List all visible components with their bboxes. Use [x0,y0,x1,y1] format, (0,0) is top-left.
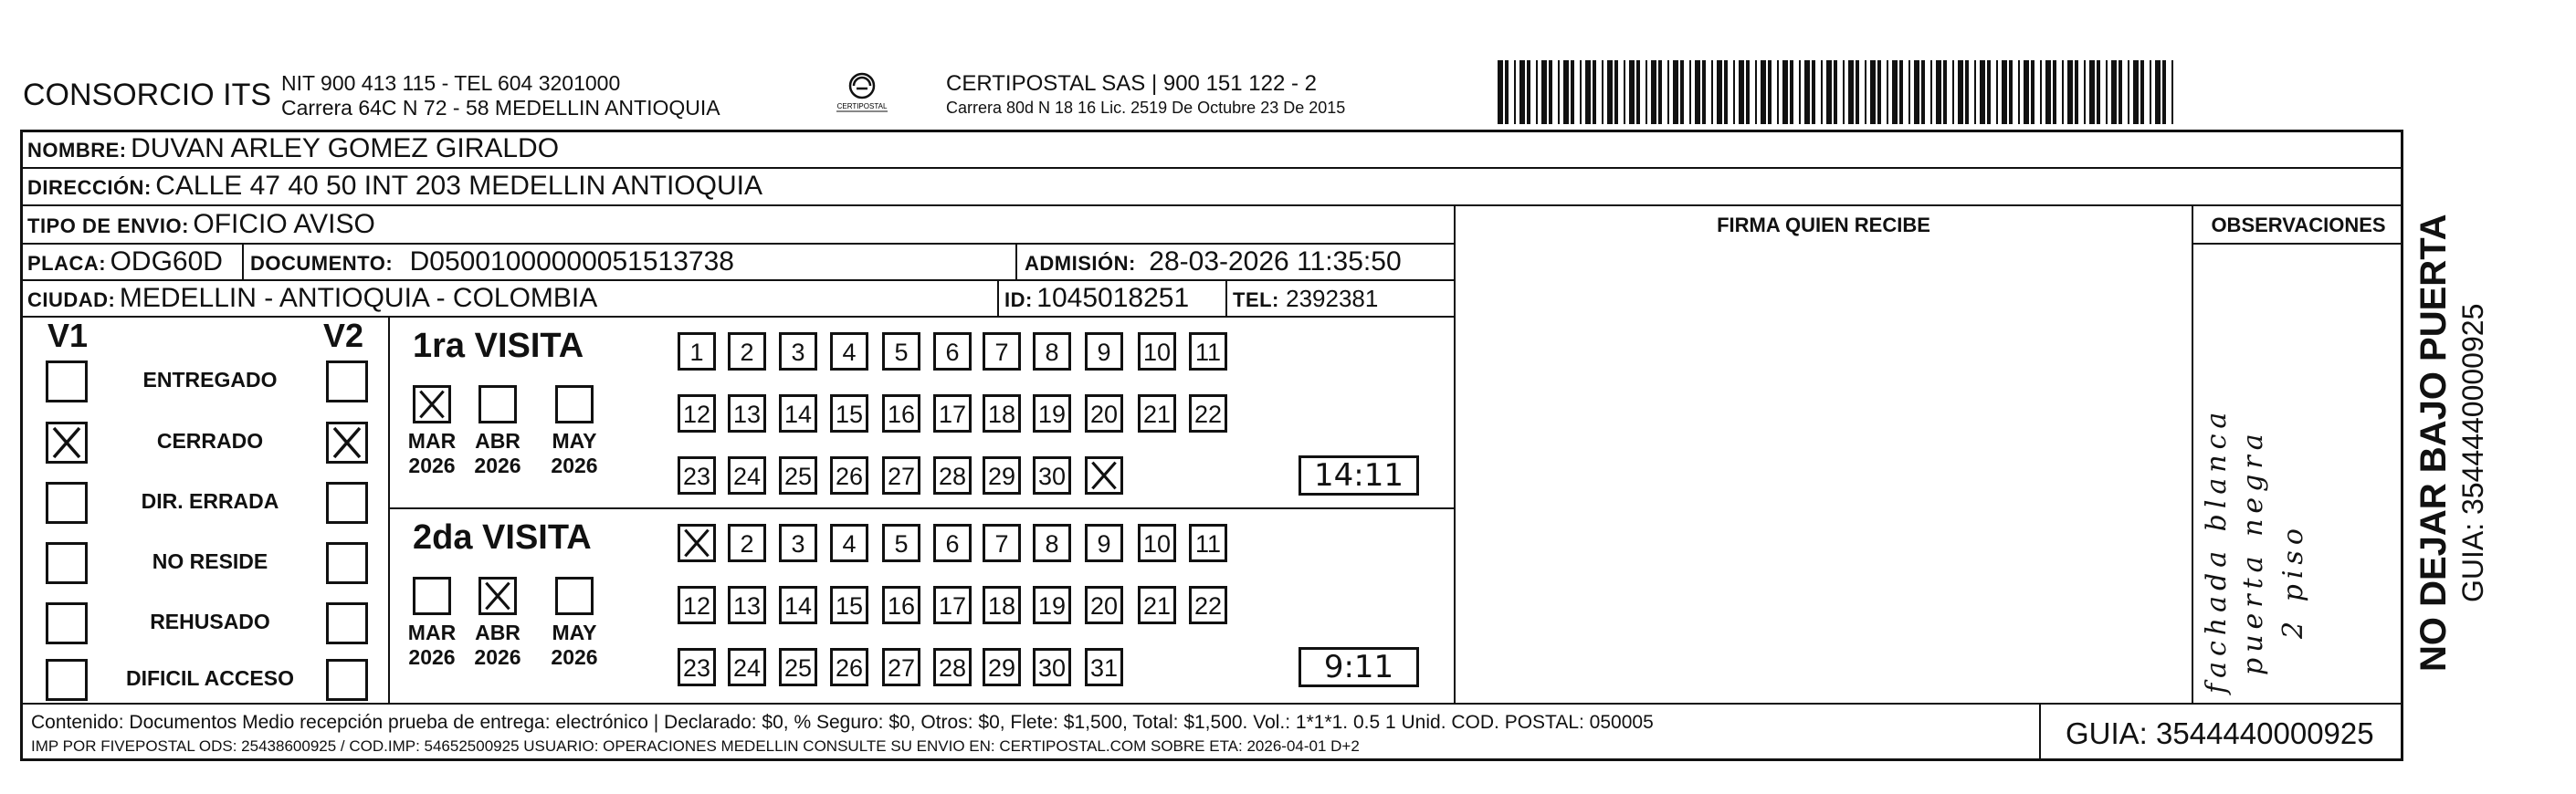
day-box-7[interactable]: 7 [983,524,1021,562]
tipo-envio-label: TIPO DE ENVIO: [27,214,189,237]
month-year: 2026 [408,454,456,477]
day-box-10[interactable]: 10 [1138,524,1176,562]
documento-label: DOCUMENTO: [250,252,394,275]
barcode-bar [1607,60,1613,124]
month-checkbox[interactable] [555,577,594,615]
barcode-bar [1739,60,1744,124]
day-box-2[interactable]: 2 [728,332,766,371]
barcode-bar [2002,60,2007,124]
barcode-bar [1870,60,1876,124]
direccion-value: CALLE 47 40 50 INT 203 MEDELLIN ANTIOQUIA [155,171,762,201]
barcode-bar [1667,60,1669,124]
barcode-bar [1768,60,1772,124]
admision-field [1025,246,1402,277]
barcode-bar [2171,60,2173,124]
barcode-bar [2024,60,2029,124]
day-box-6[interactable]: 6 [933,524,972,562]
barcode-bar [2119,60,2122,124]
day-box-9[interactable]: 9 [1085,332,1123,371]
day-box-16[interactable]: 16 [882,394,920,433]
admision-value: 28-03-2026 11:35:50 [1149,246,1402,277]
certipostal-logo [824,71,900,115]
tel-label: TEL: [1233,288,1279,311]
barcode-bar [2106,60,2108,124]
day-box-8[interactable]: 8 [1033,332,1071,371]
barcode-bar [1629,60,1635,124]
day-box-1[interactable]: 1 [678,332,716,371]
visit1-title: 1ra VISITA [413,327,584,365]
day-box-19[interactable]: 19 [1033,586,1071,624]
barcode-bar [1799,60,1801,124]
barcode-bar [1921,60,1925,124]
company-name: CONSORCIO ITS [23,78,272,112]
month-label [402,429,462,478]
day-box-25[interactable]: 25 [779,456,817,495]
nombre-value: DUVAN ARLEY GOMEZ GIRALDO [131,133,560,163]
barcode-bar [1658,60,1662,124]
row-divider [20,243,1454,245]
direccion-label: DIRECCIÓN: [27,176,152,199]
barcode-bar [2140,60,2144,124]
day-box-6[interactable]: 6 [933,332,972,371]
barcode-bar [1711,60,1713,124]
day-box-26[interactable]: 26 [830,648,868,686]
v1-checkbox[interactable] [46,659,88,701]
barcode-bar [1908,60,1910,124]
documento-field [250,246,734,277]
row-divider [2192,243,2403,245]
barcode-bar [1593,60,1596,124]
day-box-4[interactable]: 4 [830,524,868,562]
day-box-27[interactable]: 27 [882,456,920,495]
barcode-bar [2084,60,2086,124]
month-checkbox[interactable] [478,577,517,615]
barcode-bar [2162,60,2166,124]
month-year: 2026 [551,645,598,669]
month-checkbox[interactable] [555,385,594,423]
placa-field [27,246,223,277]
status-reason-label: ENTREGADO [142,368,278,392]
barcode-bar [2133,60,2139,124]
day-box-18[interactable]: 18 [983,394,1021,433]
day-box-3[interactable]: 3 [779,524,817,562]
day-box-30[interactable]: 30 [1033,648,1071,686]
month-label [544,429,605,478]
month-label [544,621,605,670]
day-box-21[interactable]: 21 [1138,586,1176,624]
barcode-bar [1673,60,1678,124]
barcode-bar [1958,60,1963,124]
barcode-bar [1717,60,1722,124]
day-box-25[interactable]: 25 [779,648,817,686]
barcode-bar [1541,60,1547,124]
nombre-row [27,133,559,164]
month-name: ABR [475,429,520,453]
barcode-bar [1746,60,1750,124]
v2-checkbox[interactable] [326,422,368,464]
documento-value: D05001000000051513738 [409,246,734,277]
barcode-bar [2111,60,2117,124]
barcode-bar [2040,60,2042,124]
day-box-17[interactable]: 17 [933,586,972,624]
barcode-bar [1790,60,1793,124]
barcode-bar [1549,60,1552,124]
day-box-24[interactable]: 24 [728,456,766,495]
status-reason-label: DIFICIL ACCESO [125,666,294,690]
barcode-bar [1826,60,1832,124]
day-box-18[interactable]: 18 [983,586,1021,624]
day-box-23[interactable]: 23 [678,456,716,495]
col-divider [1015,243,1017,279]
footer-divider [20,703,2403,705]
barcode-bar [1943,60,1947,124]
day-box-31[interactable] [1085,456,1123,495]
barcode-bar [1843,60,1845,124]
barcode-bar [1892,60,1898,124]
row-divider [20,204,2403,206]
barcode-bar [1936,60,1941,124]
barcode-bar [1821,60,1823,124]
barcode-bar [2155,60,2161,124]
month-label [468,621,528,670]
day-box-27[interactable]: 27 [882,648,920,686]
id-value: 1045018251 [1036,283,1190,313]
barcode-bar [1563,60,1569,124]
barcode [1498,60,2179,129]
no-dejar-notice: NO DEJAR BAJO PUERTA [2413,214,2454,672]
day-box-17[interactable]: 17 [933,394,972,433]
status-reason-label: DIR. ERRADA [141,489,279,513]
day-box-22[interactable]: 22 [1189,394,1227,433]
barcode-bar [1527,60,1530,124]
month-checkbox[interactable] [413,577,451,615]
day-box-21[interactable]: 21 [1138,394,1176,433]
signature-area[interactable] [1457,245,2190,701]
day-box-13[interactable]: 13 [728,586,766,624]
guia-number: GUIA: 3544440000925 [2066,716,2374,750]
col-divider [1225,279,1227,316]
day-box-20[interactable]: 20 [1085,586,1123,624]
certipostal-address: Carrera 80d N 18 16 Lic. 2519 De Octubre 23 De 2015 [946,99,1346,117]
barcode-bar [1834,60,1837,124]
day-box-14[interactable]: 14 [779,586,817,624]
month-checkbox[interactable] [478,385,517,423]
v2-checkbox[interactable] [326,482,368,524]
barcode-bar [2097,60,2100,124]
barcode-bar [2128,60,2129,124]
day-box-12[interactable]: 12 [678,586,716,624]
barcode-bar [1624,60,1625,124]
company-contact [281,71,720,120]
month-name: MAY [552,621,597,644]
barcode-bar [1498,60,1503,124]
month-label [468,429,528,478]
day-box-29[interactable]: 29 [983,456,1021,495]
side-guia: GUIA: 3544440000925 [2456,303,2489,602]
logo-text: CERTIPOSTAL [836,102,888,110]
barcode-bar [2089,60,2095,124]
tel-field [1233,285,1378,313]
barcode-bar [1777,60,1779,124]
barcode-bar [1952,60,1954,124]
day-box-24[interactable]: 24 [728,648,766,686]
barcode-bar [1733,60,1735,124]
v1-checkbox[interactable] [46,602,88,644]
col-divider [2192,204,2193,703]
barcode-bar [1848,60,1854,124]
barcode-bar [2045,60,2051,124]
barcode-bar [1899,60,1903,124]
barcode-bar [2067,60,2073,124]
v1-checkbox[interactable] [46,360,88,402]
barcode-bar [1980,60,1985,124]
month-year: 2026 [474,454,521,477]
day-box-2[interactable]: 2 [728,524,766,562]
v2-checkbox[interactable] [326,659,368,701]
barcode-bar [1930,60,1932,124]
id-label: ID: [1004,288,1033,311]
ciudad-field [27,283,597,314]
month-name: MAR [407,621,457,644]
day-box-12[interactable]: 12 [678,394,716,433]
barcode-bar [1887,60,1888,124]
barcode-bar [2009,60,2013,124]
col-divider [242,243,244,279]
tipo-envio-row [27,209,375,240]
row-divider [20,279,1454,281]
day-box-5[interactable]: 5 [882,332,920,371]
barcode-bar [1689,60,1691,124]
row-divider [20,316,1454,318]
footer-print-info: IMP POR FIVEPOSTAL ODS: 25438600925 / COD.IMP: 54652500925 USUARIO: OPERACIONES MEDELLIN CONSULTE SU ENVIO EN: CERTIPOSTAL.COM SOBRE ETA: 2026-04-01 D+2 [31,737,1360,755]
day-box-15[interactable]: 15 [830,586,868,624]
v2-checkbox[interactable] [326,602,368,644]
day-box-3[interactable]: 3 [779,332,817,371]
placa-label: PLACA: [27,252,107,275]
barcode-bar [1558,60,1560,124]
day-box-19[interactable]: 19 [1033,394,1071,433]
col-divider [388,316,390,703]
day-box-20[interactable]: 20 [1085,394,1123,433]
barcode-bar [2018,60,2020,124]
day-box-23[interactable]: 23 [678,648,716,686]
barcode-bar [1519,60,1525,124]
day-box-11[interactable]: 11 [1189,524,1227,562]
barcode-bar [2031,60,2035,124]
v2-checkbox[interactable] [326,542,368,584]
visit-time: 14:11 [1299,455,1419,496]
day-box-29[interactable]: 29 [983,648,1021,686]
day-box-8[interactable]: 8 [1033,524,1071,562]
certipostal-info [946,71,1345,120]
v2-header: V2 [323,317,364,354]
observaciones-header: OBSERVACIONES [2211,214,2386,236]
barcode-bar [1645,60,1647,124]
status-reason-label: NO RESIDE [152,549,268,573]
day-box-1[interactable] [678,524,716,562]
barcode-bar [1782,60,1788,124]
barcode-bar [1580,60,1582,124]
barcode-bar [1996,60,1998,124]
barcode-bar [1636,60,1640,124]
observation-line-3: 2 piso [2277,523,2309,639]
barcode-bar [1602,60,1603,124]
row-divider [20,167,2403,169]
col-divider [997,279,999,316]
col-divider [2039,703,2041,761]
direccion-row [27,171,762,202]
v2-checkbox[interactable] [326,360,368,402]
admision-label: ADMISIÓN: [1025,252,1136,275]
month-checkbox[interactable] [413,385,451,423]
barcode-bar [1702,60,1706,124]
day-box-10[interactable]: 10 [1138,332,1176,371]
barcode-bar [1812,60,1815,124]
barcode-bar [1965,60,1969,124]
v1-checkbox[interactable] [46,482,88,524]
month-name: ABR [475,621,520,644]
visit-divider [388,507,1454,509]
day-box-26[interactable]: 26 [830,456,868,495]
id-field [1004,283,1189,314]
tipo-envio-value: OFICIO AVISO [193,209,375,239]
barcode-bar [1804,60,1810,124]
visit2-title: 2da VISITA [413,518,592,557]
v1-checkbox[interactable] [46,422,88,464]
month-name: MAY [552,429,597,453]
firma-header: FIRMA QUIEN RECIBE [1717,214,1930,236]
barcode-bar [1856,60,1859,124]
barcode-bar [1614,60,1618,124]
day-box-15[interactable]: 15 [830,394,868,433]
day-box-13[interactable]: 13 [728,394,766,433]
day-box-11[interactable]: 11 [1189,332,1227,371]
day-box-28[interactable]: 28 [933,456,972,495]
status-reason-label: CERRADO [156,429,264,453]
status-reason-label: REHUSADO [150,610,270,633]
day-box-22[interactable]: 22 [1189,586,1227,624]
barcode-bar [1914,60,1919,124]
barcode-bar [1585,60,1591,124]
barcode-bar [1571,60,1574,124]
day-box-4[interactable]: 4 [830,332,868,371]
barcode-bar [1755,60,1757,124]
ciudad-value: MEDELLIN - ANTIOQUIA - COLOMBIA [119,283,598,313]
day-box-31[interactable]: 31 [1085,648,1123,686]
barcode-bar [1987,60,1991,124]
ciudad-label: CIUDAD: [27,288,116,311]
visit-time: 9:11 [1299,647,1419,687]
month-label [402,621,462,670]
month-year: 2026 [474,645,521,669]
footer-content: Contenido: Documentos Medio recepción prueba de entrega: electrónico | Declarado: $0, % Seguro: $0, Otros: $0, Flete: $1,500, Total: $1,500. Vol.: 1*1*1. 0.5 1 Unid. COD. POSTAL: 050005 [31,712,1654,733]
day-box-9[interactable]: 9 [1085,524,1123,562]
barcode-bar [1865,60,1866,124]
barcode-bar [2075,60,2078,124]
nombre-label: NOMBRE: [27,139,127,162]
barcode-bar [1536,60,1538,124]
barcode-bar [1680,60,1684,124]
barcode-bar [1514,60,1516,124]
barcode-bar [2150,60,2151,124]
col-divider [1454,204,1456,703]
day-box-14[interactable]: 14 [779,394,817,433]
barcode-bar [1974,60,1976,124]
day-box-30[interactable]: 30 [1033,456,1071,495]
v1-header: V1 [47,317,89,354]
barcode-bar [1724,60,1728,124]
month-year: 2026 [408,645,456,669]
day-box-16[interactable]: 16 [882,586,920,624]
barcode-bar [1505,60,1509,124]
observation-line-1: fachada blanca [2201,406,2233,694]
placa-value: ODG60D [110,246,223,277]
observation-line-2: puerta negra [2237,428,2269,675]
tel-value: 2392381 [1286,285,1379,312]
day-box-28[interactable]: 28 [933,648,972,686]
barcode-bar [1695,60,1700,124]
month-year: 2026 [551,454,598,477]
barcode-bar [1877,60,1881,124]
barcode-bar [2062,60,2064,124]
day-box-7[interactable]: 7 [983,332,1021,371]
barcode-bar [1761,60,1766,124]
month-name: MAR [407,429,457,453]
barcode-bar [2053,60,2056,124]
certipostal-line: CERTIPOSTAL SAS | 900 151 122 - 2 [946,71,1317,96]
day-box-5[interactable]: 5 [882,524,920,562]
company-address: Carrera 64C N 72 - 58 MEDELLIN ANTIOQUIA [281,96,720,120]
v1-checkbox[interactable] [46,542,88,584]
nit-line: NIT 900 413 115 - TEL 604 3201000 [281,71,621,95]
barcode-bar [1651,60,1656,124]
